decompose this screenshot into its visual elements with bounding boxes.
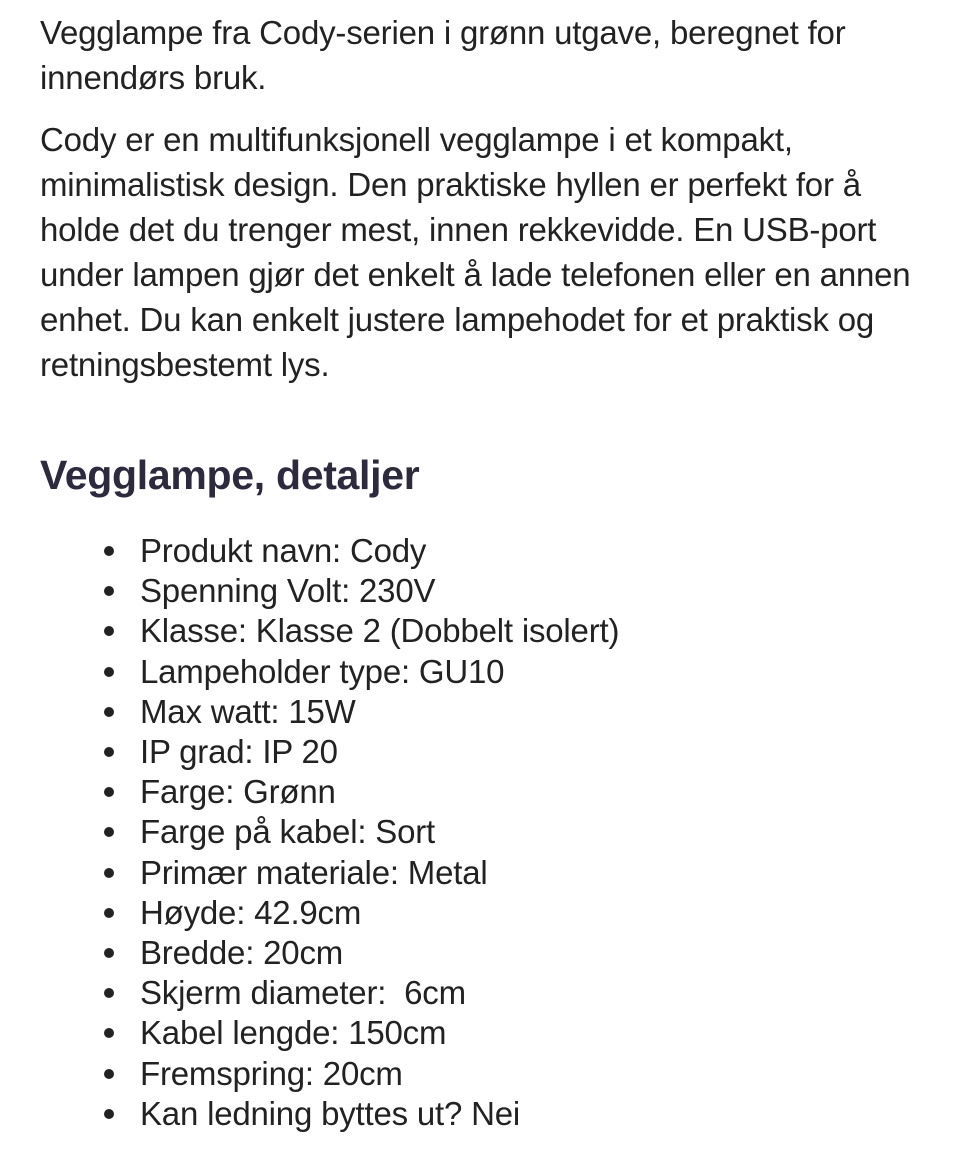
spec-item [140, 1013, 920, 1053]
spec-list [40, 531, 920, 1134]
bullet-icon [104, 667, 114, 677]
bullet-icon [104, 827, 114, 837]
spec-item [140, 772, 920, 812]
spec-item [140, 1054, 920, 1094]
spec-text: Klasse: Klasse 2 (Dobbelt isolert) [140, 612, 620, 650]
spec-item [140, 531, 920, 571]
bullet-icon [104, 626, 114, 636]
spec-text: Max watt: 15W [140, 692, 356, 730]
spec-text: Produkt navn: Cody [140, 532, 427, 569]
bullet-icon [104, 868, 114, 878]
spec-text: Skjerm diameter: 6cm [140, 974, 466, 1012]
spec-text: Spenning Volt: 230V [140, 572, 436, 610]
spec-text: Kabel lengde: 150cm [140, 1014, 447, 1052]
bullet-icon [104, 1109, 114, 1119]
intro-paragraph-2: Cody er en multifunksjonell vegglampe i et kompakt, minimalistisk design. Den praktiske hyllen er perfekt for å holde det du trenger mest, innen rekkevidde. En USB-port under lampen gjør det enkelt å lade telefonen eller en annen enhet. Du kan enkelt justere lampehodet for et praktisk og retningsbestemt lys. [40, 121, 911, 383]
bullet-icon [104, 988, 114, 998]
bullet-icon [104, 787, 114, 797]
bullet-icon [104, 747, 114, 757]
spec-item [140, 893, 920, 933]
bullet-icon [104, 1069, 114, 1079]
bullet-icon [104, 546, 114, 556]
spec-item [140, 571, 920, 611]
spec-text: Primær materiale: Metal [140, 853, 488, 891]
bullet-icon [104, 948, 114, 958]
spec-text: Høyde: 42.9cm [140, 893, 362, 931]
spec-item [140, 812, 920, 852]
bullet-icon [104, 1028, 114, 1038]
intro-paragraph-1: Vegglampe fra Cody-serien i grønn utgave, beregnet for innendørs bruk. [40, 14, 846, 96]
spec-item [140, 732, 920, 772]
spec-item [140, 973, 920, 1013]
spec-text: Fremspring: 20cm [140, 1054, 403, 1092]
spec-item [140, 611, 920, 651]
spec-item [140, 853, 920, 893]
spec-text: IP grad: IP 20 [140, 733, 338, 771]
spec-item [140, 1094, 920, 1134]
bullet-icon [104, 586, 114, 596]
details-heading: Vegglampe, detaljer [40, 452, 420, 498]
spec-item [140, 652, 920, 692]
spec-text: Bredde: 20cm [140, 934, 344, 972]
spec-item [140, 933, 920, 973]
spec-text: Farge: Grønn [140, 773, 336, 811]
spec-text: Farge på kabel: Sort [140, 813, 435, 851]
bullet-icon [104, 707, 114, 717]
bullet-icon [104, 908, 114, 918]
spec-text: Lampeholder type: GU10 [140, 652, 505, 690]
spec-item [140, 692, 920, 732]
spec-text: Kan ledning byttes ut? Nei [140, 1094, 521, 1132]
